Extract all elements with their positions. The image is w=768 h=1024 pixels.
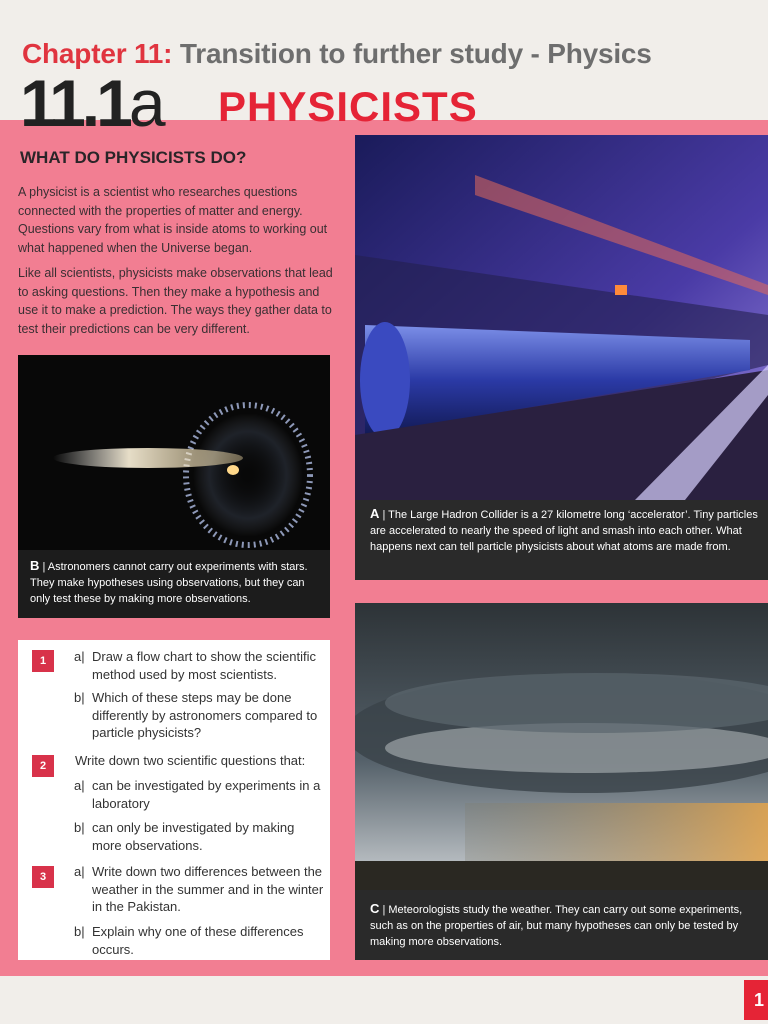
- question-2a-label: a|: [74, 778, 85, 793]
- figure-c: [355, 603, 768, 960]
- questions-panel: [18, 640, 330, 960]
- figure-b-caption: [30, 558, 325, 607]
- section-number-digits: 11.1: [20, 66, 129, 140]
- page-number-tab: 1: [744, 980, 768, 1020]
- chapter-label: Chapter 11:: [22, 38, 173, 69]
- section-title: PHYSICISTS: [218, 83, 478, 130]
- question-2a-text: can be investigated by experiments in a laboratory: [92, 778, 321, 811]
- figure-b: [18, 355, 330, 618]
- question-2b-label: b|: [74, 820, 85, 835]
- intro-paragraph-1: A physicist is a scientist who researches questions connected with the properties of matter and energy. Questions vary from what is inside atoms to working out what happened when the Universe began.: [18, 185, 328, 255]
- lhc-image: [355, 135, 768, 500]
- figure-c-caption-text: | Meteorologists study the weather. They can carry out some experiments, such as on the properties of air, but many hypotheses can only be tested by making more observations.: [370, 904, 743, 948]
- question-1b-text: Which of these steps may be done differently by astronomers compared to particle physicists?: [92, 690, 318, 740]
- question-3b-label: b|: [74, 924, 85, 939]
- figure-a: [355, 135, 768, 580]
- galaxy-image: [18, 355, 330, 550]
- figure-b-caption-text: | Astronomers cannot carry out experiments with stars. They make hypotheses using observations, but they can only test these by making more observations.: [30, 561, 308, 605]
- question-1-number: 1: [32, 650, 54, 672]
- figure-c-letter: C: [370, 901, 380, 916]
- figure-b-letter: B: [30, 558, 40, 573]
- question-3b-text: Explain why one of these differences occurs.: [92, 924, 304, 957]
- question-1b-label: b|: [74, 690, 85, 705]
- figure-a-caption-text: | The Large Hadron Collider is a 27 kilometre long ‘accelerator’. Tiny particles are accelerated to nearly the speed of light and smash into each other. What happens next can tell particle physicists about what atoms are made from.: [370, 509, 758, 553]
- question-2b-text: can only be investigated by making more observations.: [92, 820, 295, 853]
- intro-paragraph-2: Like all scientists, physicists make observations that lead to asking questions. Then they make a hypothesis and use it to make a prediction. The ways they gather data to test their predictions can be very different.: [18, 266, 333, 336]
- storm-image: [355, 603, 768, 890]
- question-2-number: 2: [32, 755, 54, 777]
- figure-c-caption: [370, 901, 762, 950]
- chapter-subject: Transition to further study - Physics: [179, 38, 652, 69]
- question-3-number: 3: [32, 866, 54, 888]
- question-1a-text: Draw a flow chart to show the scientific method used by most scientists.: [92, 649, 316, 682]
- intro-heading: WHAT DO PHYSICISTS DO?: [20, 148, 247, 167]
- question-1a-label: a|: [74, 649, 85, 664]
- question-2-intro: Write down two scientific questions that:: [75, 753, 306, 768]
- section-number: [20, 66, 166, 140]
- question-3a-label: a|: [74, 864, 85, 879]
- question-3a-text: Write down two differences between the weather in the summer and in the winter in the Pakistan.: [92, 864, 324, 914]
- figure-a-caption: [370, 506, 762, 555]
- section-letter: a: [128, 66, 166, 140]
- figure-a-letter: A: [370, 506, 380, 521]
